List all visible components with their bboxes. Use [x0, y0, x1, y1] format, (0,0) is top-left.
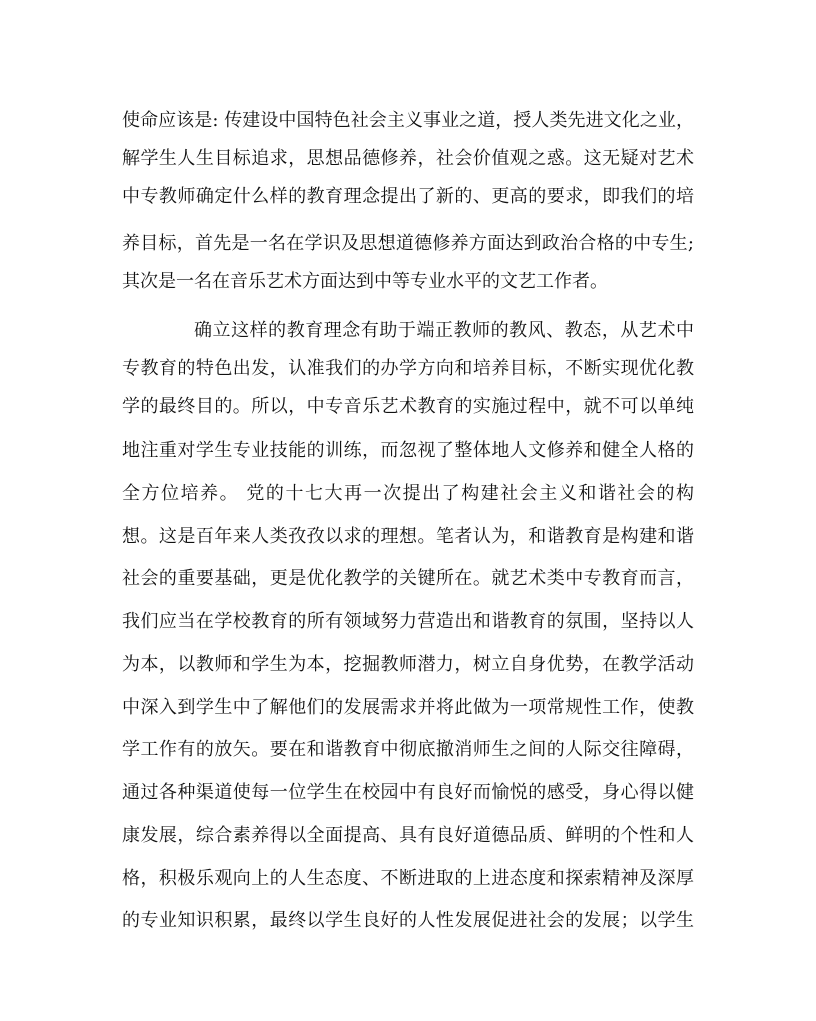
- text-line: 通过各种渠道使每一位学生在校园中有良好而愉悦的感受，身心得以健: [122, 782, 694, 803]
- text-line: 地注重对学生专业技能的训练，而忽视了整体地人文修养和健全人格的: [122, 440, 694, 461]
- text-line: 全方位培养。 党的十七大再一次提出了构建社会主义和谐社会的构: [122, 483, 694, 504]
- text-line: 其次是一名在音乐艺术方面达到中等专业水平的文艺工作者。: [122, 271, 608, 292]
- text-line: 确立这样的教育理念有助于端正教师的教风、教态，从艺术中: [194, 320, 694, 341]
- text-line: 中深入到学生中了解他们的发展需求并将此做为一项常规性工作，使教: [122, 697, 694, 718]
- text-line: 学工作有的放矢。要在和谐教育中彻底撤消师生之间的人际交往障碍，: [122, 739, 694, 760]
- text-line: 康发展，综合素养得以全面提高、具有良好道德品质、鲜明的个性和人: [122, 825, 694, 846]
- text-line: 为本，以教师和学生为本，挖掘教师潜力，树立自身优势，在教学活动: [122, 654, 694, 675]
- text-line: 使命应该是: 传建设中国特色社会主义事业之道，授人类先进文化之业，: [122, 110, 694, 131]
- text-line: 格，积极乐观向上的人生态度、不断进取的上进态度和探索精神及深厚: [122, 868, 694, 889]
- text-line: 解学生人生目标追求，思想品德修养，社会价值观之惑。这无疑对艺术: [122, 148, 694, 169]
- text-line: 想。这是百年来人类孜孜以求的理想。笔者认为，和谐教育是构建和谐: [122, 526, 694, 547]
- text-line: 社会的重要基础，更是优化教学的关键所在。就艺术类中专教育而言，: [122, 568, 694, 589]
- text-line: 中专教师确定什么样的教育理念提出了新的、更高的要求，即我们的培: [122, 186, 694, 207]
- text-line: 学的最终目的。所以，中专音乐艺术教育的实施过程中，就不可以单纯: [122, 396, 694, 417]
- text-line: 养目标，首先是一名在学识及思想道德修养方面达到政治合格的中专生;: [122, 233, 694, 254]
- text-line: 的专业知识积累，最终以学生良好的人性发展促进社会的发展；以学生: [122, 910, 694, 931]
- text-line: 专教育的特色出发，认准我们的办学方向和培养目标，不断实现优化教: [122, 358, 694, 379]
- text-line: 我们应当在学校教育的所有领域努力营造出和谐教育的氛围，坚持以人: [122, 611, 694, 632]
